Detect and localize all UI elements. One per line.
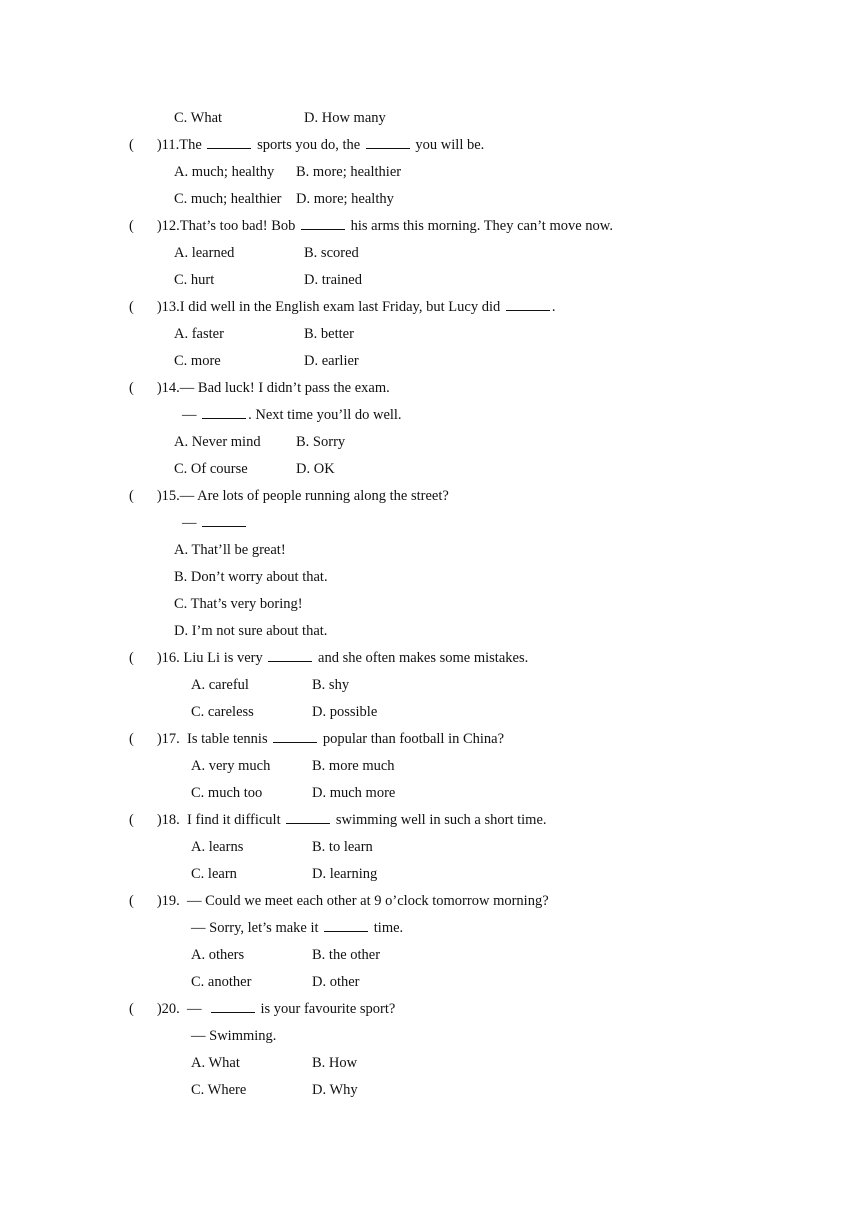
q11-stem-post: you will be.	[415, 137, 485, 153]
q20-option-d: D. Why	[312, 1082, 358, 1098]
question-11	[129, 136, 484, 154]
q13-stem-pre: )13.I did well in the English exam last Friday, but Lucy did	[156, 299, 501, 315]
answer-blank[interactable]	[211, 1000, 255, 1013]
q15-option-b: B. Don’t worry about that.	[174, 569, 328, 585]
q14-response-line	[182, 406, 402, 424]
q14-response: . Next time you’ll do well.	[248, 407, 402, 423]
answer-blank[interactable]	[366, 136, 410, 149]
q17-stem-pre: )17. Is table tennis	[156, 731, 268, 747]
q10-option-c: C. What	[174, 110, 223, 126]
q13-option-d: D. earlier	[304, 353, 359, 369]
q11-option-a: A. much; healthy	[174, 164, 275, 180]
question-20	[129, 1000, 395, 1018]
q12-stem-pre: )12.That’s too bad! Bob	[156, 218, 296, 234]
question-14	[129, 379, 390, 397]
q13-stem-post: .	[551, 299, 556, 315]
answer-paren: (	[129, 299, 134, 315]
q10-option-d: D. How many	[304, 110, 386, 126]
q20-response: — Swimming.	[191, 1028, 277, 1044]
q12-option-c: C. hurt	[174, 272, 215, 288]
answer-blank[interactable]	[506, 298, 550, 311]
q12-option-b: B. scored	[304, 245, 359, 261]
q18-option-a: A. learns	[191, 839, 244, 855]
q16-option-a: A. careful	[191, 677, 249, 693]
answer-blank[interactable]	[207, 136, 251, 149]
q19-stem: )19. — Could we meet each other at 9 o’clock tomorrow morning?	[156, 893, 549, 909]
q11-option-d: D. more; healthy	[296, 191, 394, 207]
question-16	[129, 649, 528, 667]
dialogue-dash: —	[182, 515, 197, 531]
q20-stem-post: is your favourite sport?	[260, 1001, 396, 1017]
answer-paren: (	[129, 893, 134, 909]
q19-option-a: A. others	[191, 947, 245, 963]
q19-response-post: time.	[373, 920, 404, 936]
q20-option-a: A. What	[191, 1055, 240, 1071]
q18-option-b: B. to learn	[312, 839, 373, 855]
q19-response-pre: — Sorry, let’s make it	[191, 920, 319, 936]
q17-option-d: D. much more	[312, 785, 396, 801]
answer-blank[interactable]	[286, 811, 330, 824]
q20-option-c: C. Where	[191, 1082, 247, 1098]
question-13	[129, 298, 555, 316]
q11-stem-pre: )11.The	[156, 137, 202, 153]
q12-stem-post: his arms this morning. They can’t move now.	[350, 218, 613, 234]
answer-paren: (	[129, 218, 134, 234]
question-18	[129, 811, 547, 829]
answer-paren: (	[129, 380, 134, 396]
q19-response-line	[191, 919, 403, 937]
q15-option-a: A. That’ll be great!	[174, 542, 286, 558]
answer-blank[interactable]	[202, 514, 246, 527]
q12-option-a: A. learned	[174, 245, 235, 261]
q13-option-b: B. better	[304, 326, 354, 342]
q18-stem-post: swimming well in such a short time.	[335, 812, 547, 828]
answer-paren: (	[129, 1001, 134, 1017]
question-12	[129, 217, 613, 235]
q16-option-b: B. shy	[312, 677, 350, 693]
q11-option-c: C. much; healthier	[174, 191, 282, 207]
answer-blank[interactable]	[273, 730, 317, 743]
q16-stem-pre: )16. Liu Li is very	[156, 650, 263, 666]
q18-option-d: D. learning	[312, 866, 378, 882]
q17-option-c: C. much too	[191, 785, 263, 801]
q14-stem: )14.— Bad luck! I didn’t pass the exam.	[156, 380, 390, 396]
q14-option-d: D. OK	[296, 461, 335, 477]
question-17	[129, 730, 504, 748]
q15-stem: )15.— Are lots of people running along the street?	[156, 488, 449, 504]
q15-option-d: D. I’m not sure about that.	[174, 623, 328, 639]
q11-option-b: B. more; healthier	[296, 164, 402, 180]
answer-blank[interactable]	[268, 649, 312, 662]
q20-option-b: B. How	[312, 1055, 358, 1071]
q14-option-b: B. Sorry	[296, 434, 346, 450]
q18-option-c: C. learn	[191, 866, 237, 882]
q19-option-b: B. the other	[312, 947, 381, 963]
answer-paren: (	[129, 650, 134, 666]
q18-stem-pre: )18. I find it difficult	[156, 812, 281, 828]
question-19	[129, 892, 549, 910]
q19-option-c: C. another	[191, 974, 252, 990]
answer-paren: (	[129, 812, 134, 828]
answer-blank[interactable]	[301, 217, 345, 230]
answer-paren: (	[129, 137, 134, 153]
q13-option-c: C. more	[174, 353, 221, 369]
q16-option-c: C. careless	[191, 704, 254, 720]
q12-option-d: D. trained	[304, 272, 362, 288]
answer-paren: (	[129, 731, 134, 747]
answer-blank[interactable]	[324, 919, 368, 932]
q14-option-a: A. Never mind	[174, 434, 261, 450]
q16-option-d: D. possible	[312, 704, 378, 720]
q17-option-a: A. very much	[191, 758, 271, 774]
question-15	[129, 487, 449, 505]
q13-option-a: A. faster	[174, 326, 224, 342]
q14-option-c: C. Of course	[174, 461, 248, 477]
q19-option-d: D. other	[312, 974, 360, 990]
q20-stem-pre: )20. —	[156, 1001, 202, 1017]
q16-stem-post: and she often makes some mistakes.	[318, 650, 529, 666]
answer-blank[interactable]	[202, 406, 246, 419]
answer-paren: (	[129, 488, 134, 504]
q11-stem-mid: sports you do, the	[257, 137, 361, 153]
q17-stem-post: popular than football in China?	[322, 731, 505, 747]
q17-option-b: B. more much	[312, 758, 395, 774]
dialogue-dash: —	[182, 407, 197, 423]
q15-option-c: C. That’s very boring!	[174, 596, 303, 612]
q15-response-line	[182, 514, 248, 532]
